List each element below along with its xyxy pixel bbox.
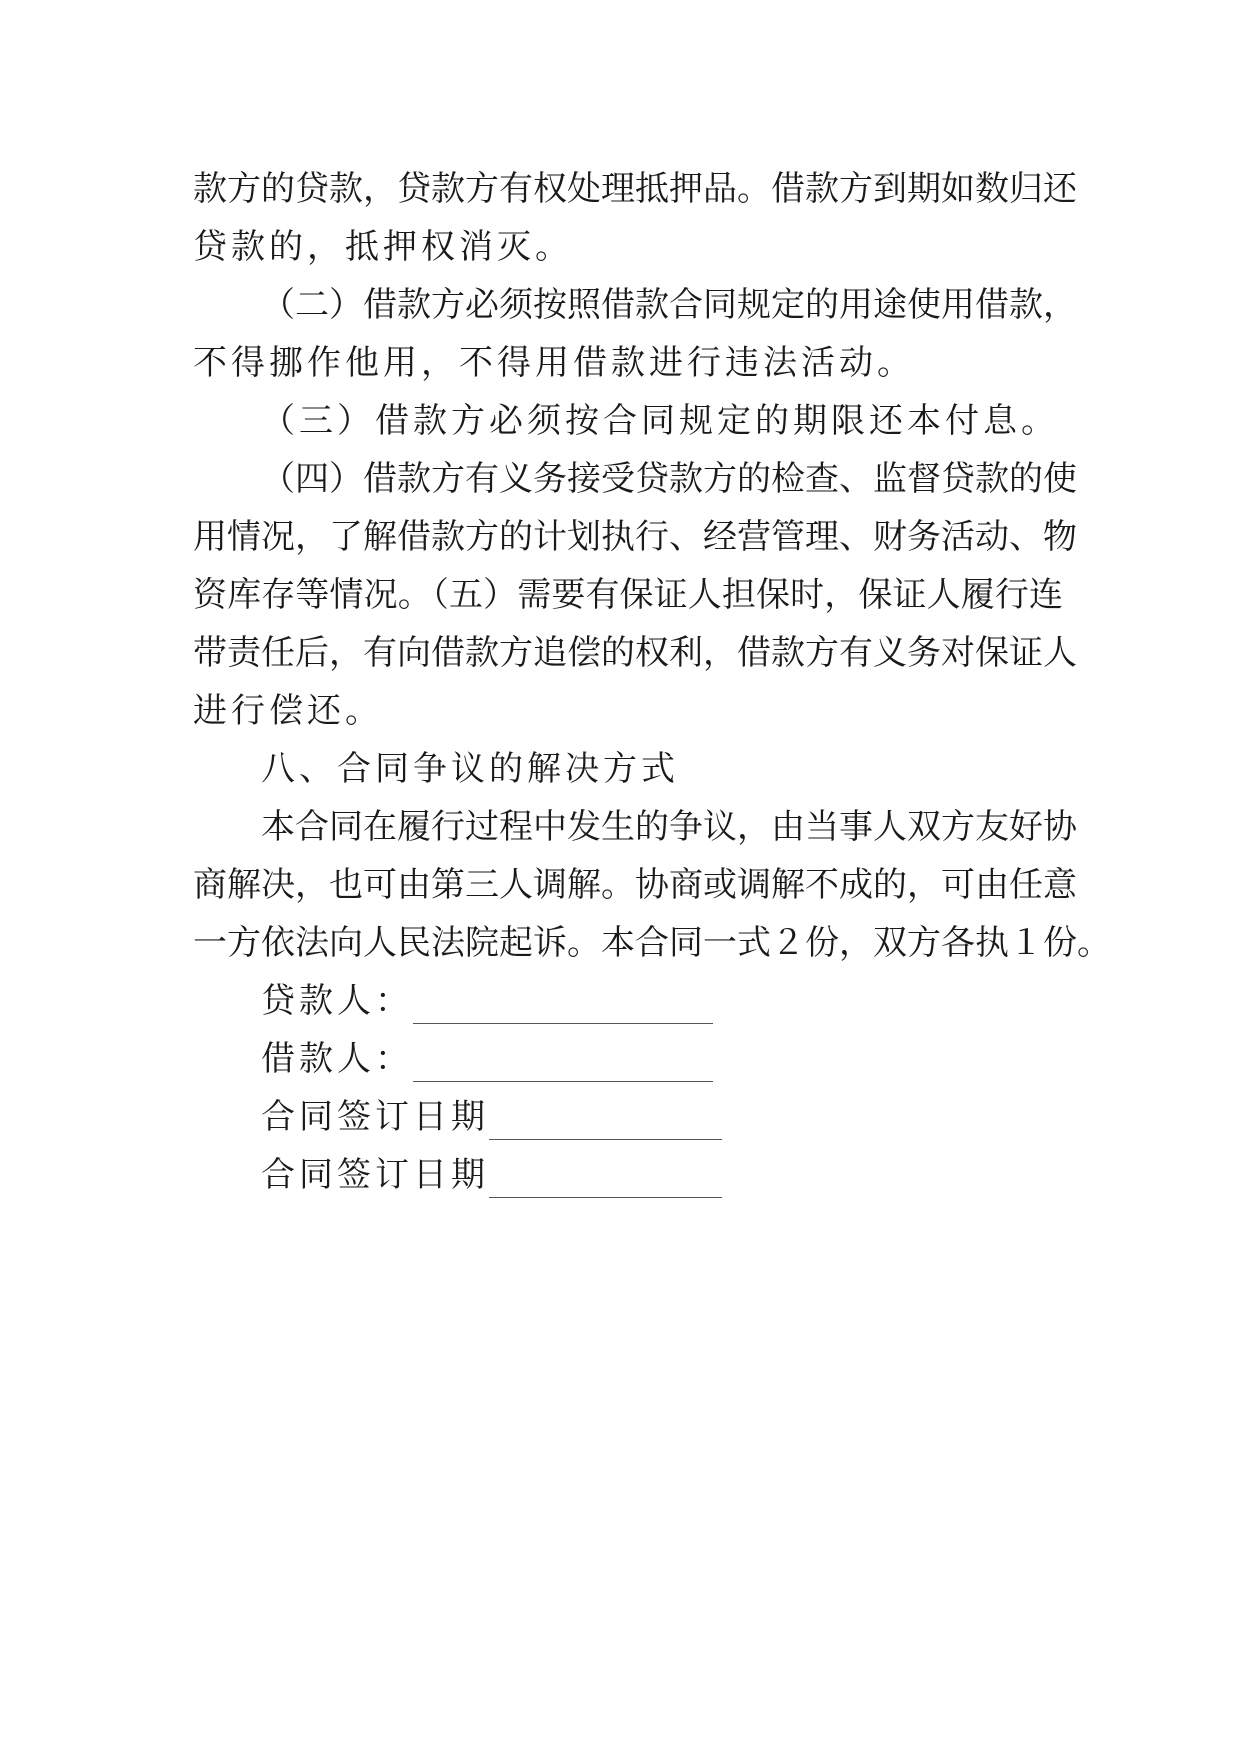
borrower-label: 借款人： — [261, 1039, 413, 1079]
lender-signature-blank[interactable] — [413, 983, 713, 1024]
contract-date-blank[interactable] — [489, 1157, 722, 1198]
paragraph-line: 款方的贷款，贷款方有权处理抵押品。借款方到期如数归还 — [193, 169, 1077, 209]
section-heading: 八、合同争议的解决方式 — [261, 749, 679, 789]
document-page — [193, 160, 1111, 1204]
contract-date-blank[interactable] — [489, 1099, 722, 1140]
paragraph-line: 资库存等情况。（五）需要有保证人担保时，保证人履行连 — [193, 575, 1063, 615]
contract-date-label: 合同签订日期 — [261, 1155, 489, 1195]
paragraph-line: 贷款的，抵押权消灭。 — [193, 227, 573, 267]
paragraph-line: （二）借款方必须按照借款合同规定的用途使用借款， — [261, 285, 1077, 325]
paragraph-line: 带责任后，有向借款方追偿的权利，借款方有义务对保证人 — [193, 633, 1077, 673]
paragraph-line: 一方依法向人民法院起诉。本合同一式２份，双方各执１份。 — [193, 923, 1111, 963]
paragraph-line: （三）借款方必须按合同规定的期限还本付息。 — [261, 401, 1059, 441]
paragraph-line: 不得挪作他用，不得用借款进行违法活动。 — [193, 343, 915, 383]
borrower-signature-blank[interactable] — [413, 1041, 713, 1082]
contract-date-label: 合同签订日期 — [261, 1097, 489, 1137]
paragraph-line: 进行偿还。 — [193, 691, 383, 731]
borrower-signature-row — [193, 1030, 1063, 1088]
paragraph-line: （四）借款方有义务接受贷款方的检查、监督贷款的使 — [261, 459, 1077, 499]
paragraph-line: 本合同在履行过程中发生的争议，由当事人双方友好协 — [261, 807, 1077, 847]
lender-label: 贷款人： — [261, 981, 413, 1021]
lender-signature-row — [193, 972, 1063, 1030]
contract-date-row — [193, 1146, 1063, 1204]
paragraph-line: 商解决，也可由第三人调解。协商或调解不成的，可由任意 — [193, 865, 1077, 905]
paragraph-line: 用情况，了解借款方的计划执行、经营管理、财务活动、物 — [193, 517, 1077, 557]
contract-date-row — [193, 1088, 1063, 1146]
